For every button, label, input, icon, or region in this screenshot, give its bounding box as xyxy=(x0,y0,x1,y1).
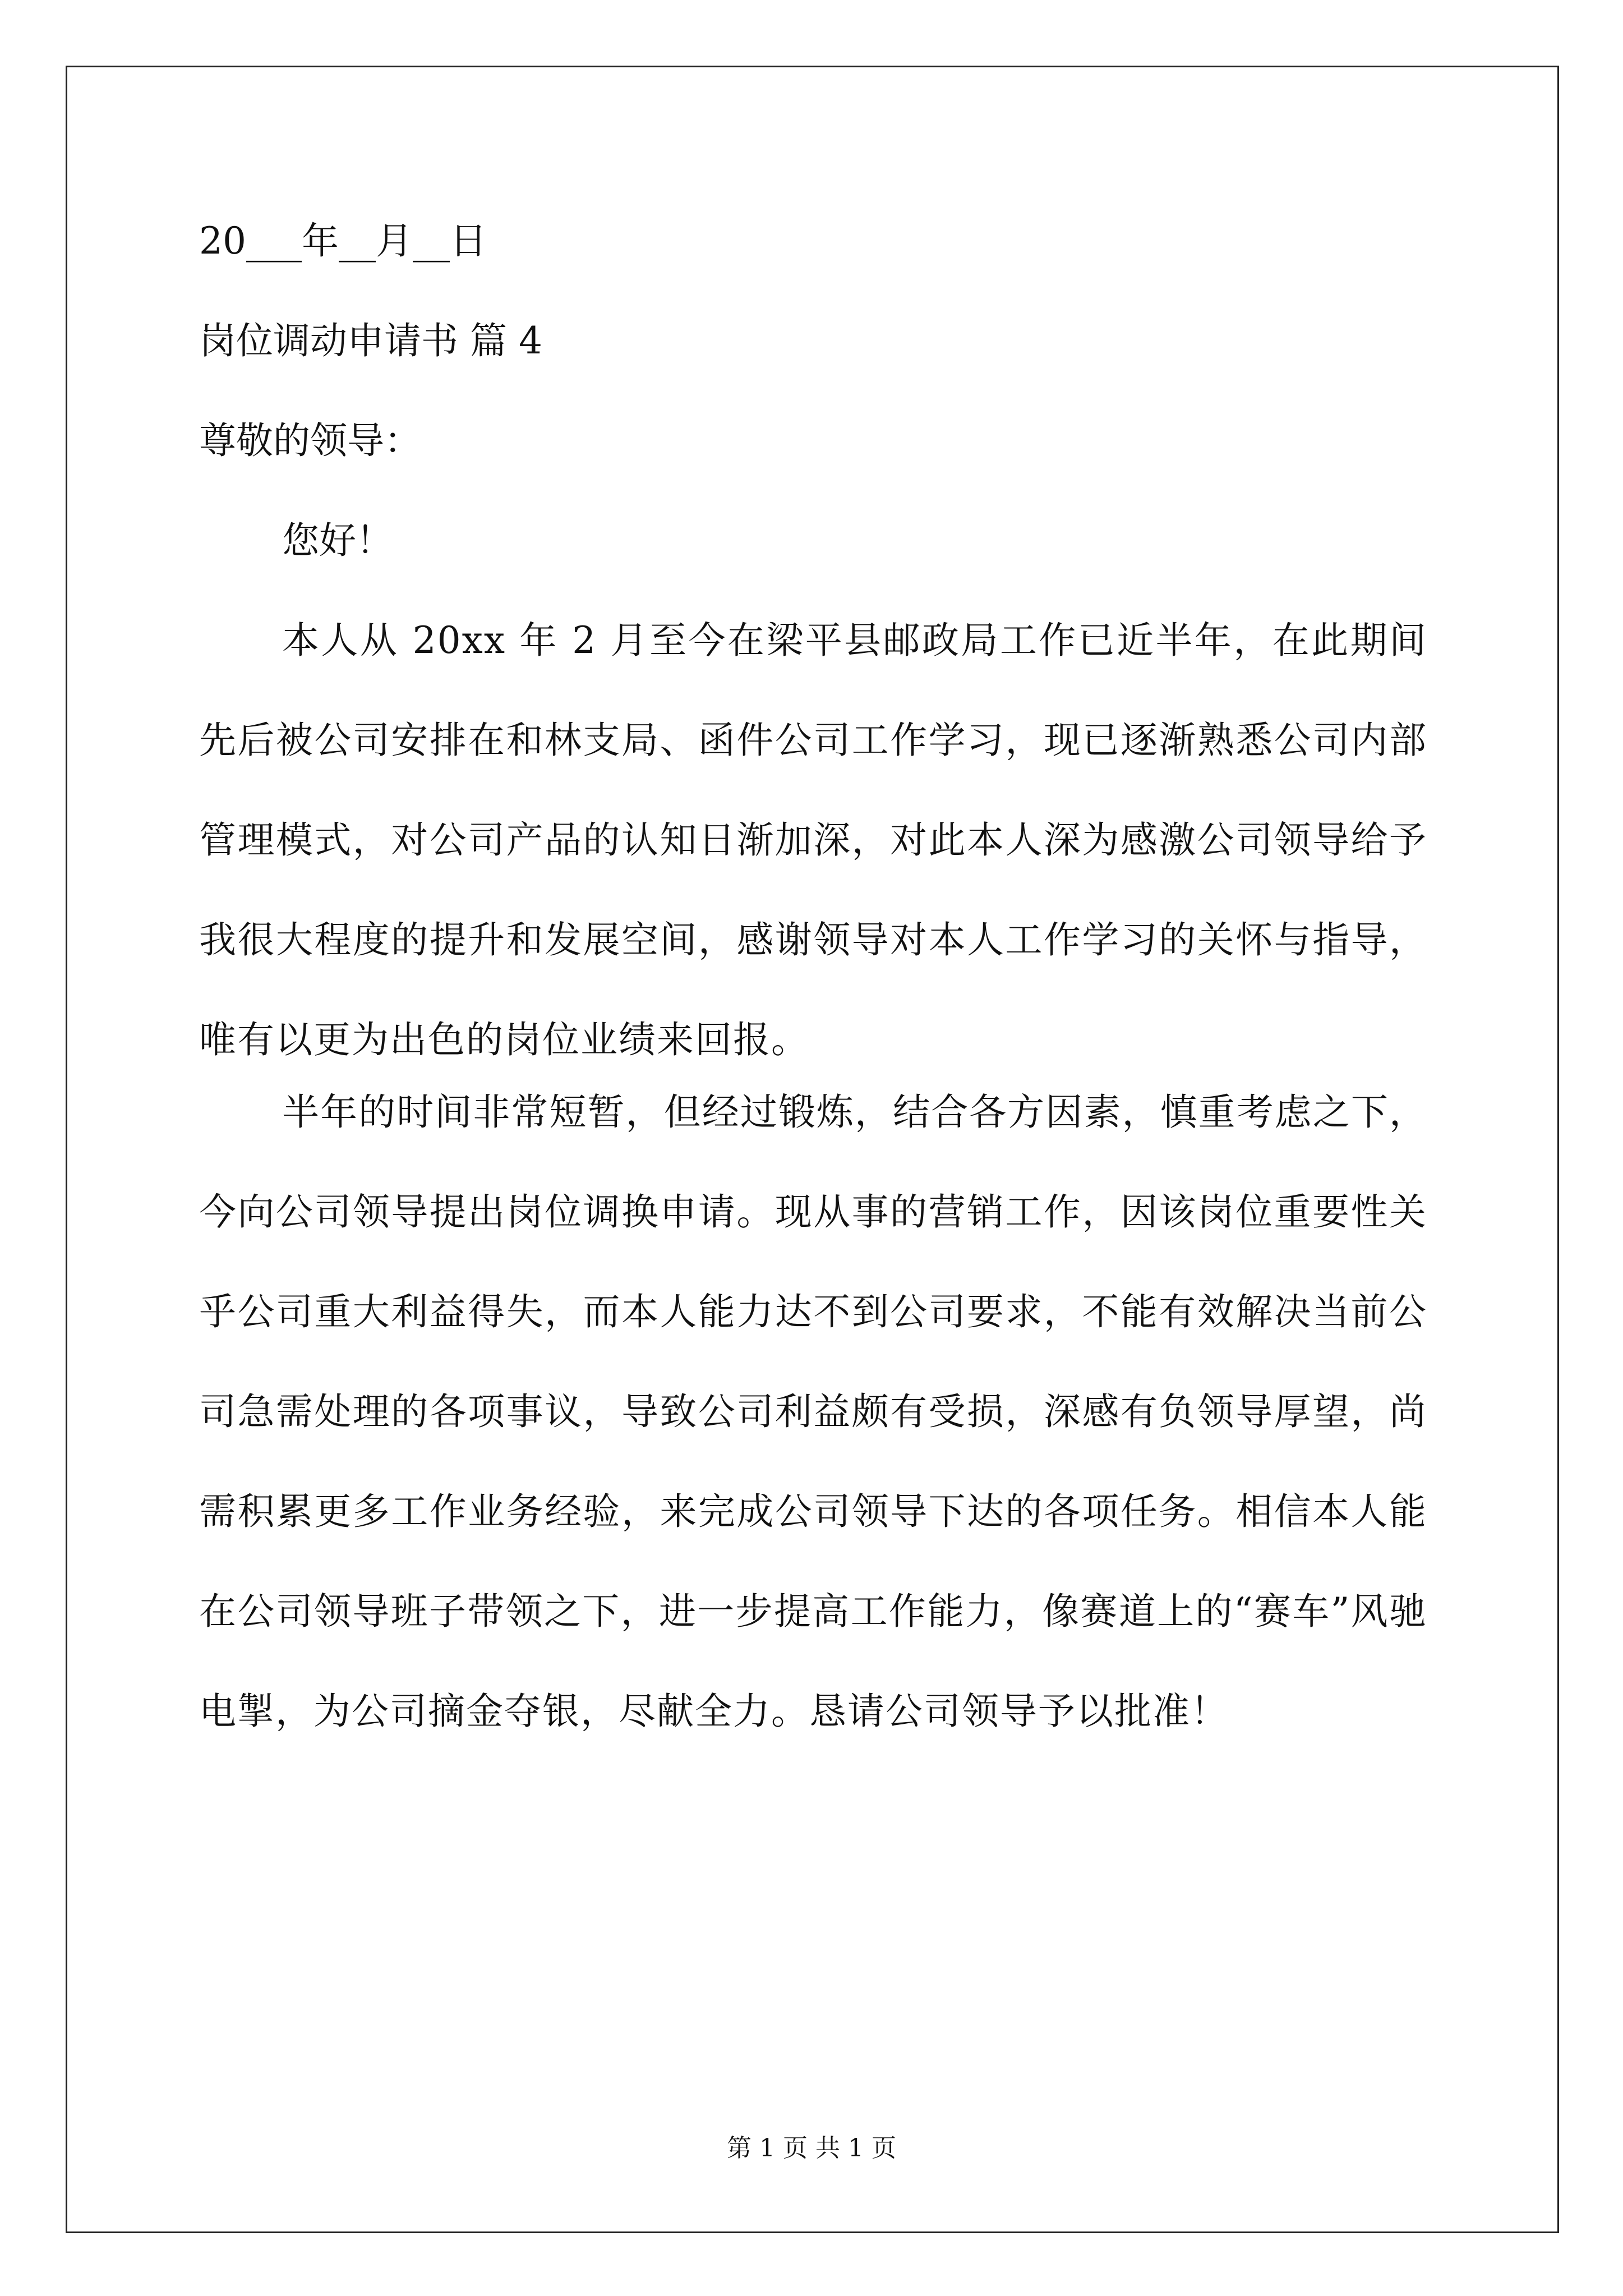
salutation: 尊敬的领导： xyxy=(199,419,421,462)
paragraph-1: 本人从 20xx 年 2 月至今在梁平县邮政局工作已近半年，在此期间先后被公司安排在和林支局、函件公司工作学习，现已逐渐熟悉公司内部管理模式，对公司产品的认知日渐加深，对此本人深为感激公司领导给予我很大程度的提升和发展空间，感谢领导对本人工作学习的关怀与指导，唯有以更为出色的岗位业绩来回报。 xyxy=(199,619,1427,1061)
greeting: 您好！ xyxy=(282,519,393,562)
document-body xyxy=(199,219,1427,1761)
paragraph-2: 半年的时间非常短暂，但经过锻炼，结合各方因素，慎重考虑之下，今向公司领导提出岗位调换申请。现从事的营销工作，因该岗位重要性关乎公司重大利益得失，而本人能力达不到公司要求，不能有效解决当前公司急需处理的各项事议，导致公司利益颇有受损，深感有负领导厚望，尚需积累更多工作业务经验，来完成公司领导下达的各项任务。相信本人能在公司领导班子带领之下，进一步提高工作能力，像赛道上的“赛车”风驰电掣，为公司摘金夺银，尽献全力。恳请公司领导予以批准！ xyxy=(199,1091,1427,1733)
section-title: 岗位调动申请书 篇 4 xyxy=(199,319,542,362)
date-line: 20___年__月__日 xyxy=(199,219,487,263)
page-footer: 第 1 页 共 1 页 xyxy=(727,2134,896,2162)
